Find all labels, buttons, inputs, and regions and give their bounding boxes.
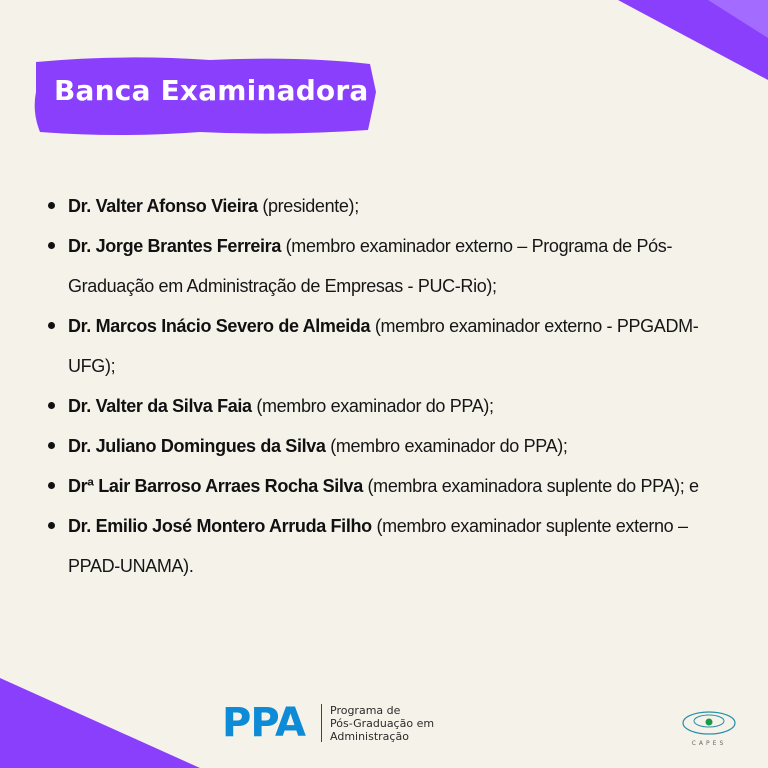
bullet-dot-icon — [48, 482, 55, 489]
program-line-2: Pós-Graduação em — [330, 717, 435, 730]
bullet-dot-icon — [48, 402, 55, 409]
member-name: Dr. Valter da Silva Faia — [68, 396, 252, 416]
member-role: (membro examinador externo – Programa de Pós-Graduação em Administração de Empresas - PUC-Rio); — [68, 236, 673, 296]
member-name: Dr. Marcos Inácio Severo de Almeida — [68, 316, 371, 336]
ppa-mark: PPA — [222, 700, 305, 746]
program-line-3: Administração — [330, 730, 409, 743]
member-name: Dr. Jorge Brantes Ferreira — [68, 236, 281, 256]
corner-decoration-bottom-left — [0, 678, 200, 768]
capes-logo — [680, 706, 738, 752]
capes-label: CAPES — [691, 740, 727, 747]
bullet-dot-icon — [48, 202, 55, 209]
member-role: (membro examinador externo - PPGADM-UFG); — [68, 316, 699, 376]
member-list — [46, 186, 736, 586]
member-name: Dr. Emilio José Montero Arruda Filho — [68, 516, 372, 536]
member-name: Drª Lair Barroso Arraes Rocha Silva — [68, 476, 363, 496]
bullet-dot-icon — [48, 442, 55, 449]
member-role: (presidente); — [262, 196, 359, 216]
page-title: Banca Examinadora — [54, 74, 369, 107]
title-banner — [30, 52, 380, 147]
program-line-1: Programa de — [330, 704, 401, 717]
bullet-dot-icon — [48, 322, 55, 329]
member-item — [46, 426, 736, 466]
member-name: Dr. Juliano Domingues da Silva — [68, 436, 326, 456]
capes-logo-icon — [680, 706, 738, 740]
bullet-dot-icon — [48, 522, 55, 529]
member-item — [46, 466, 736, 506]
member-item — [46, 186, 736, 226]
member-item — [46, 226, 736, 306]
member-role: (membro examinador do PPA); — [330, 436, 568, 456]
member-role: (membro examinador do PPA); — [256, 396, 494, 416]
bullet-dot-icon — [48, 242, 55, 249]
corner-decoration-top-right — [558, 0, 768, 80]
logo-divider — [321, 704, 322, 742]
member-item — [46, 506, 736, 586]
member-item — [46, 386, 736, 426]
member-item — [46, 306, 736, 386]
member-role: (membro examinador suplente externo – PPAD-UNAMA). — [68, 516, 688, 576]
member-name: Dr. Valter Afonso Vieira — [68, 196, 258, 216]
member-role: (membra examinadora suplente do PPA); e — [367, 476, 699, 496]
program-name — [330, 704, 470, 743]
